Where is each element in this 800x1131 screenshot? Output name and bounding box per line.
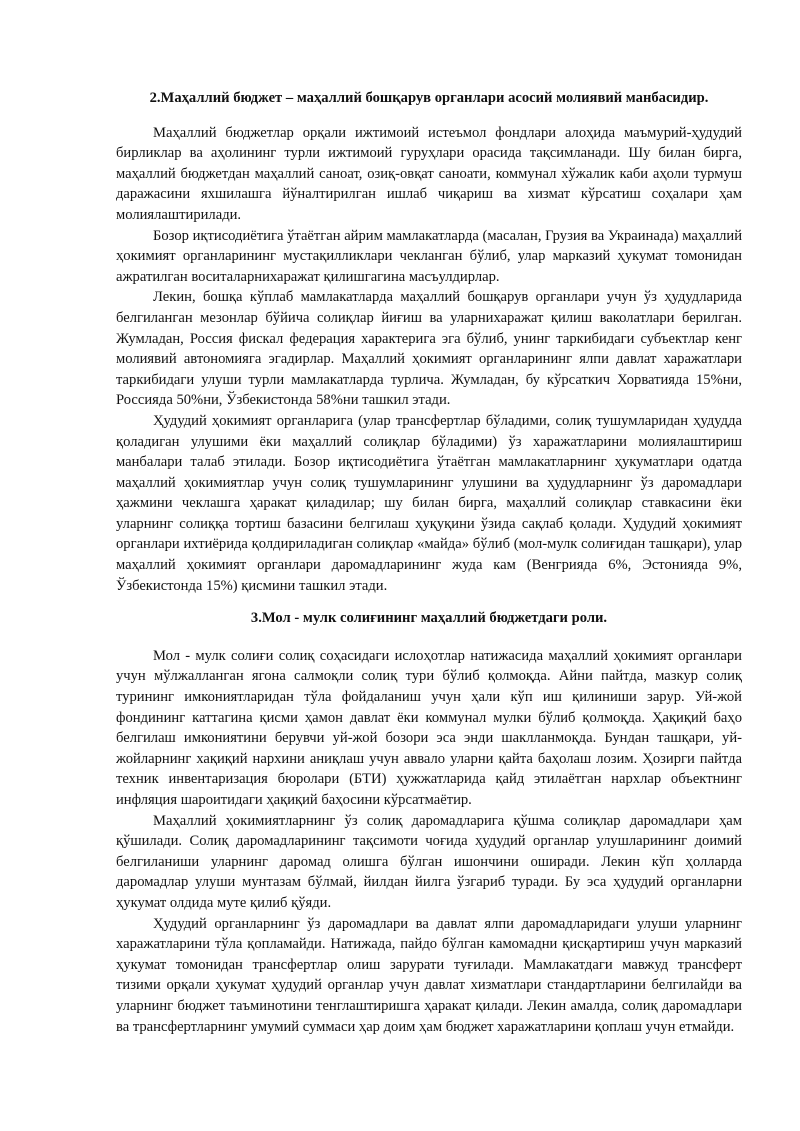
section-3-paragraph: Ҳудудий органларнинг ўз даромадлари ва давлат ялпи даромадларидаги улуши уларнинг харажатларини тўла қопламайди. Натижада, пайдо бўлган камомадни қисқартириш учун марказий ҳукумат томонидан трансфертлар олиш зарурати туғилади. Мамлакатдаги мавжуд трансферт тизими орқали ҳукумат ҳудудий органлар учун давлат хизматлари стандартларини белгилайди ва уларнинг бюджет таъминотини тенглаштиришга ҳаракат қилади. Лекин амалда, солиқ даромадлари ва трансфертларнинг умумий суммаси ҳар доим ҳам бюджет харажатларини қоплаш учун етмайди. [116, 915, 742, 1035]
section-3-paragraph: Маҳаллий ҳокимиятларнинг ўз солиқ даромадларига қўшма солиқлар даромадлари ҳам қўшилади. Солиқ даромадларининг тақсимоти чоғида ҳудудий органлар улушларининг доимий белгиланиши уларнинг даромад олишга бўлган ишончини оширади. Лекин кўп ҳолларда даромадлар улуши мунтазам бўлмай, йилдан йилга ўзгариб туради. Бу эса ҳудудий органларни ҳукумат олдида муте қилиб қўяди. [116, 812, 742, 911]
section-2-paragraph: Лекин, бошқа кўплаб мамлакатларда маҳаллий бошқарув органлари учун ўз ҳудудларида белгиланган мезонлар бўйича солиқлар йиғиш ва уларнихаражат қилиш ваколатлари берилган. Жумладан, Россия фискал федерация характерига эга бўлиб, унинг таркибидаги субъектлар кенг молиявий автономияга эгадирлар. Маҳаллий ҳокимият органларининг ялпи давлат харажатлари таркибидаги улуши турли мамлакатларда турлича. Жумладан, бу кўрсаткич Хорватияда 15%ни, Россияда 50%ни, Ўзбекистонда 58%ни ташкил этади. [116, 289, 742, 409]
section-2-paragraph: Ҳудудий ҳокимият органларига (улар трансфертлар бўладими, солиқ тушумларидан ҳудудда қоладиган улушими ёки маҳаллий солиқлар бўладими) ўз харажатларини молиялаштириш манбалари талаб этилади. Бозор иқтисодиётига ўтаётган мамлакатларнинг ҳукуматлари одатда маҳаллий ҳокимиятлар учун солиқ тушумларининг улушини ва ҳудудларнинг ўз даромадлари ҳажмини чеклашга ҳаракат қиладилар; шу билан бирга, маҳаллий солиқлар ставкасини ёки уларнинг солиққа тортиш базасини белгилаш ҳуқуқини ўзида сақлаб қолади. Ҳудудий ҳокимият органлари ихтиёрида қолдириладиган солиқлар «майда» бўлиб (мол-мулк солиғидан ташқари), улар маҳаллий ҳокимият органлари даромадларининг жуда кам (Венгрияда 6%, Эстонияда 9%, Ўзбекистонда 15%) қисмини ташкил этади. [116, 412, 742, 594]
section-2-paragraph: Маҳаллий бюджетлар орқали ижтимоий истеъмол фондлари алоҳида маъмурий-ҳудудий бирликлар ва аҳолининг турли ижтимоий гуруҳлари орасида тақсимланади. Шу билан бирга, маҳаллий бюджетдан маҳаллий саноат, озиқ-овқат саноати, коммунал хўжалик каби аҳоли турмуш даражасини яхшилашга йўналтирилган ишлаб чиқариш ва хизмат кўрсатиш соҳалари ҳам молиялаштирилади. [116, 124, 742, 223]
section-3-paragraph: Мол - мулк солиғи солиқ соҳасидаги ислоҳотлар натижасида маҳаллий ҳокимият органлари учун мўлжалланган ягона салмоқли солиқ тури бўлиб қолмоқда. Айни пайтда, мазкур солиқ турининг имкониятларидан тўла фойдаланиш учун ҳали кўп иш қилиниши зарур. Уй-жой фондининг каттагина қисми ҳамон давлат ёки коммунал мулки бўлиб қолмоқда. Ҳақиқий баҳо белгилаш имкониятини берувчи уй-жой бозори эса энди шаклланмоқда. Бундан ташқари, уй-жойларнинг хақиқий нархини аниқлаш учун аввало уларни қайта баҳолаш лозим. Ҳозирги пайтда техник инвентаризация бюролари (БТИ) ҳужжатларида қайд этилаётган нархлар объектнинг инфляция шароитидаги ҳақиқий баҳосини кўрсатмаётир. [116, 647, 742, 808]
section-3-heading: 3.Мол - мулк солиғининг маҳаллий бюджетдаги роли. [250, 610, 608, 627]
section-2-paragraph: Бозор иқтисодиётига ўтаётган айрим мамлакатларда (масалан, Грузия ва Украинада) маҳаллий ҳокимият органларининг мустақилликлари чекланган бўлиб, улар марказий ҳукумат томонидан ажратилган воситаларнихаражат қилишгагина масъулдирлар. [116, 227, 742, 285]
section-2-heading: 2.Маҳаллий бюджет – маҳаллий бошқарув органлари асосий молиявий манбасидир. [149, 90, 709, 106]
document-page [116, 88, 742, 1037]
